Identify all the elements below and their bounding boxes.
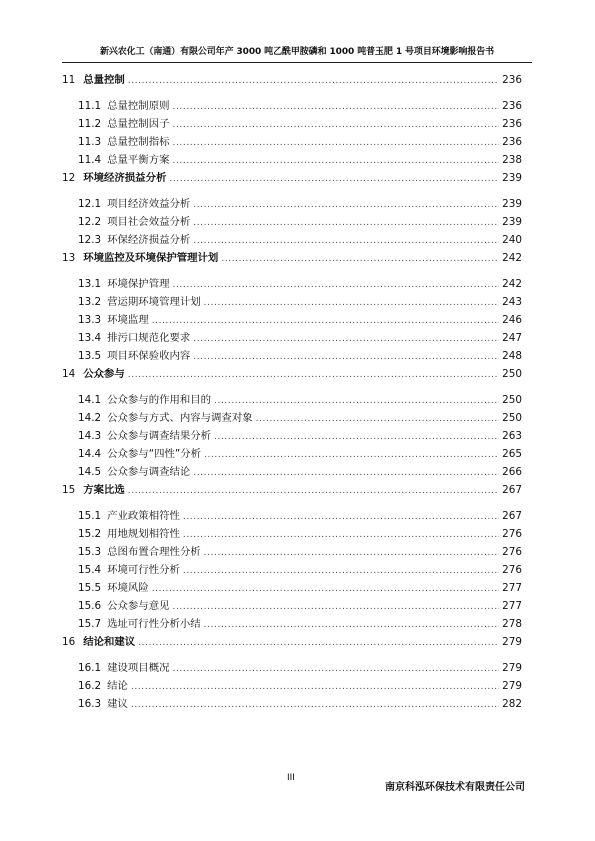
toc-entry-page: 236 (502, 118, 522, 130)
toc-entry-title: 总量控制 (83, 74, 125, 86)
toc-entry-number: 11.3 (78, 136, 102, 148)
toc-entry-page: 242 (502, 252, 522, 264)
toc-entry-page: 282 (502, 698, 522, 710)
toc-entry-number: 14.4 (78, 448, 102, 460)
toc-entry-page: 267 (502, 510, 522, 522)
toc-entry-page: 250 (502, 394, 522, 406)
toc-entry-title: 总量控制指标 (107, 136, 170, 148)
toc-entry-page: 239 (502, 216, 522, 228)
toc-chapter-entry[interactable] (62, 249, 522, 269)
toc-entry-title: 公众参与调查结果分析 (107, 430, 212, 442)
toc-dot-leader (221, 254, 499, 264)
toc-chapter-entry[interactable] (62, 365, 522, 385)
toc-entry-number: 16 (62, 636, 76, 648)
toc-entry-title: 排污口规范化要求 (107, 332, 191, 344)
toc-entry-page: 239 (502, 172, 522, 184)
toc-entry-number: 13.4 (78, 332, 102, 344)
toc-entry-number: 15.4 (78, 564, 102, 576)
toc-section-entry[interactable] (62, 275, 522, 293)
toc-dot-leader (204, 620, 500, 630)
toc-entry-number: 16.3 (78, 698, 102, 710)
toc-dot-leader (204, 450, 499, 460)
toc-section-entry[interactable] (62, 195, 522, 213)
toc-dot-leader (172, 120, 499, 130)
table-of-contents (62, 71, 522, 713)
toc-dot-leader (152, 316, 499, 326)
toc-entry-number: 14.1 (78, 394, 102, 406)
toc-section-entry[interactable] (62, 615, 522, 633)
toc-entry-page: 263 (502, 430, 522, 442)
toc-entry-title: 营运期环境管理计划 (107, 296, 201, 308)
toc-entry-page: 246 (502, 314, 522, 326)
toc-entry-page: 248 (502, 350, 522, 362)
toc-section-entry[interactable] (62, 293, 522, 311)
toc-entry-title: 产业政策相符性 (107, 510, 180, 522)
toc-entry-title: 公众参与 (83, 368, 125, 380)
toc-entry-number: 11.1 (78, 100, 102, 112)
toc-entry-number: 14 (62, 368, 76, 380)
toc-entry-title: 总量平衡方案 (107, 154, 170, 166)
toc-entry-title: 结论和建议 (83, 636, 136, 648)
toc-entry-title: 总量控制原则 (107, 100, 170, 112)
toc-dot-leader (256, 414, 500, 424)
toc-dot-leader (193, 468, 499, 478)
toc-dot-leader (128, 370, 499, 380)
toc-entry-title: 建设项目概况 (107, 662, 170, 674)
toc-dot-leader (172, 102, 499, 112)
toc-dot-leader (183, 512, 499, 522)
toc-dot-leader (128, 76, 499, 86)
toc-entry-title: 总图布置合理性分析 (107, 546, 201, 558)
toc-section-entry[interactable] (62, 427, 522, 445)
toc-section-entry[interactable] (62, 445, 522, 463)
toc-entry-page: 276 (502, 564, 522, 576)
toc-dot-leader (169, 174, 499, 184)
toc-chapter-entry[interactable] (62, 169, 522, 189)
toc-dot-leader (214, 432, 499, 442)
toc-dot-leader (193, 352, 499, 362)
toc-dot-leader (128, 486, 499, 496)
toc-section-entry[interactable] (62, 597, 522, 615)
toc-entry-number: 13.5 (78, 350, 102, 362)
toc-entry-title: 环境保护管理 (107, 278, 170, 290)
toc-dot-leader (172, 138, 499, 148)
toc-dot-leader (183, 530, 499, 540)
toc-entry-number: 13 (62, 252, 76, 264)
toc-entry-number: 15.1 (78, 510, 102, 522)
toc-section-entry[interactable] (62, 409, 522, 427)
toc-entry-number: 14.2 (78, 412, 102, 424)
toc-section-entry[interactable] (62, 695, 522, 713)
toc-dot-leader (131, 682, 499, 692)
toc-section-entry[interactable] (62, 133, 522, 151)
toc-section-entry[interactable] (62, 677, 522, 695)
toc-dot-leader (172, 602, 499, 612)
toc-entry-number: 13.3 (78, 314, 102, 326)
toc-section-entry[interactable] (62, 543, 522, 561)
document-header: 新兴农化工（南通）有限公司年产 3000 吨乙酰甲胺磷和 1000 吨普玉肥 1 号项目环境影响报告书 (99, 47, 495, 57)
toc-entry-page: 279 (502, 662, 522, 674)
toc-section-entry[interactable] (62, 463, 522, 481)
toc-entry-page: 265 (502, 448, 522, 460)
toc-entry-title: 环境可行性分析 (107, 564, 180, 576)
toc-dot-leader (172, 156, 499, 166)
toc-entry-page: 267 (502, 484, 522, 496)
toc-entry-title: 总量控制因子 (107, 118, 170, 130)
toc-entry-title: 公众参与“四性”分析 (107, 448, 202, 460)
toc-entry-page: 238 (502, 154, 522, 166)
toc-section-entry[interactable] (62, 151, 522, 169)
toc-entry-number: 12.1 (78, 198, 102, 210)
toc-entry-page: 276 (502, 528, 522, 540)
toc-entry-page: 236 (502, 74, 522, 86)
toc-dot-leader (131, 700, 499, 710)
toc-entry-page: 276 (502, 546, 522, 558)
toc-entry-title: 环境监控及环境保护管理计划 (83, 252, 219, 264)
toc-entry-page: 242 (502, 278, 522, 290)
toc-dot-leader (152, 584, 499, 594)
toc-entry-number: 15.2 (78, 528, 102, 540)
toc-section-entry[interactable] (62, 231, 522, 249)
toc-entry-page: 279 (502, 680, 522, 692)
toc-entry-title: 项目社会效益分析 (107, 216, 191, 228)
toc-entry-title: 结论 (107, 680, 128, 692)
footer-page-number: III (287, 773, 295, 783)
toc-entry-page: 250 (502, 368, 522, 380)
toc-entry-title: 环境监理 (107, 314, 149, 326)
toc-entry-number: 11.2 (78, 118, 102, 130)
toc-entry-page: 277 (502, 582, 522, 594)
toc-entry-page: 278 (502, 618, 522, 630)
toc-entry-page: 236 (502, 136, 522, 148)
toc-dot-leader (193, 218, 499, 228)
toc-chapter-entry[interactable] (62, 633, 522, 653)
toc-entry-number: 12.3 (78, 234, 102, 246)
toc-entry-page: 266 (502, 466, 522, 478)
toc-section-entry[interactable] (62, 561, 522, 579)
toc-entry-title: 方案比选 (83, 484, 125, 496)
toc-dot-leader (204, 298, 500, 308)
toc-chapter-entry[interactable] (62, 481, 522, 501)
toc-entry-page: 277 (502, 600, 522, 612)
toc-dot-leader (193, 334, 499, 344)
toc-section-entry[interactable] (62, 97, 522, 115)
toc-entry-page: 250 (502, 412, 522, 424)
toc-entry-title: 公众参与调查结论 (107, 466, 191, 478)
toc-dot-leader (172, 280, 499, 290)
toc-dot-leader (193, 236, 499, 246)
header-rule (62, 62, 532, 63)
toc-entry-number: 15 (62, 484, 76, 496)
toc-entry-title: 建议 (107, 698, 128, 710)
toc-chapter-entry[interactable] (62, 71, 522, 91)
toc-entry-title: 公众参与意见 (107, 600, 170, 612)
toc-entry-number: 16.1 (78, 662, 102, 674)
toc-entry-title: 环境经济损益分析 (83, 172, 167, 184)
toc-entry-title: 选址可行性分析小结 (107, 618, 201, 630)
toc-entry-title: 公众参与方式、内容与调查对象 (107, 412, 253, 424)
toc-section-entry[interactable] (62, 659, 522, 677)
toc-entry-number: 16.2 (78, 680, 102, 692)
toc-entry-number: 15.5 (78, 582, 102, 594)
toc-section-entry[interactable] (62, 391, 522, 409)
toc-entry-number: 12.2 (78, 216, 102, 228)
toc-entry-number: 13.1 (78, 278, 102, 290)
toc-section-entry[interactable] (62, 115, 522, 133)
toc-entry-title: 项目经济效益分析 (107, 198, 191, 210)
toc-entry-title: 公众参与的作用和目的 (107, 394, 212, 406)
toc-entry-page: 239 (502, 198, 522, 210)
toc-entry-page: 240 (502, 234, 522, 246)
toc-entry-number: 14.3 (78, 430, 102, 442)
toc-entry-number: 15.7 (78, 618, 102, 630)
toc-entry-number: 13.2 (78, 296, 102, 308)
toc-dot-leader (172, 664, 499, 674)
toc-section-entry[interactable] (62, 579, 522, 597)
toc-entry-number: 14.5 (78, 466, 102, 478)
toc-section-entry[interactable] (62, 525, 522, 543)
toc-section-entry[interactable] (62, 347, 522, 365)
toc-entry-number: 15.6 (78, 600, 102, 612)
toc-entry-page: 236 (502, 100, 522, 112)
toc-section-entry[interactable] (62, 213, 522, 231)
toc-dot-leader (214, 396, 499, 406)
toc-entry-title: 项目环保验收内容 (107, 350, 191, 362)
toc-entry-page: 279 (502, 636, 522, 648)
toc-entry-number: 15.3 (78, 546, 102, 558)
toc-entry-number: 12 (62, 172, 76, 184)
toc-entry-number: 11 (62, 74, 76, 86)
toc-section-entry[interactable] (62, 311, 522, 329)
toc-entry-title: 用地规划相符性 (107, 528, 180, 540)
footer-company: 南京科泓环保技术有限责任公司 (385, 782, 525, 793)
toc-dot-leader (204, 548, 500, 558)
toc-entry-page: 243 (502, 296, 522, 308)
toc-entry-number: 11.4 (78, 154, 102, 166)
toc-dot-leader (138, 638, 499, 648)
toc-entry-page: 247 (502, 332, 522, 344)
toc-entry-title: 环保经济损益分析 (107, 234, 191, 246)
toc-section-entry[interactable] (62, 507, 522, 525)
toc-dot-leader (183, 566, 499, 576)
toc-section-entry[interactable] (62, 329, 522, 347)
toc-entry-title: 环境风险 (107, 582, 149, 594)
toc-dot-leader (193, 200, 499, 210)
